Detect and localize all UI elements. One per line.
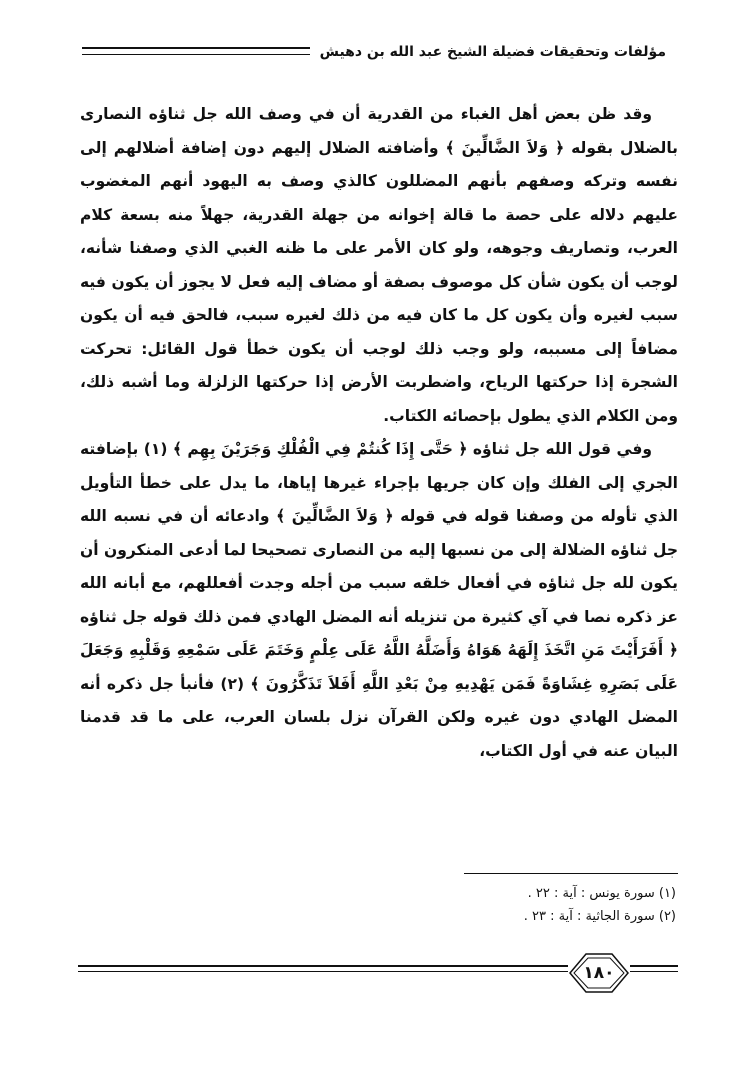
page-number: ١٨٠ [583, 963, 615, 983]
running-header-title: مؤلفات وتحقيقات فضيلة الشيخ عبد الله بن دهيش [310, 38, 672, 66]
paragraph-1: وقد ظن بعض أهل الغباء من القدرية أن في وصف الله جل ثناؤه النصارى بالضلال بقوله ﴿ وَلاَ الضَّالِّينَ ﴾ وأضافته الضلال إليهم دون إضافة أضلالهم إلى نفسه وتركه وصفهم بأنهم المضللون كالذي وصف به اليهود أنهم المغضوب عليهم دلاله على حصة ما قالة إخوانه من جهلة القدرية، جهلاً منه بسعة كلام العرب، وتصاريف وجوهه، ولو كان الأمر على ما ظنه الغبي الذي وصفنا شأنه، لوجب أن يكون شأن كل موصوف بصفة أو مضاف إليه فعل لا يجوز أن يكون فيه سبب لغيره وأن يكون كل ما كان فيه من ذلك لغيره سبب، فالحق فيه أن يكون مضافاً إلى مسببه، ولو وجب ذلك لوجب أن يكون خطأ قول القائل: تحركت الشجرة إذا حركتها الرياح، واضطربت الأرض إذا حركتها الزلزلة وما أشبه ذلك، ومن الكلام الذي يطول بإحصائه الكتاب. [80, 105, 678, 425]
main-text [80, 98, 678, 768]
footnote-2: (٢) سورة الجاثية : آية : ٢٣ . [523, 909, 676, 924]
footnote-separator [464, 873, 678, 874]
page-number-badge [568, 950, 630, 996]
footnotes [80, 882, 678, 928]
paragraph-2: وفي قول الله جل ثناؤه ﴿ حَتَّى إِذَا كُنتُمْ فِي الْفُلْكِ وَجَرَيْنَ بِهِم ﴾ (١) بإضافته الجري إلى الفلك وإن كان جريها بإجراء غيرها إياها، ما يدل على خطأ التأويل الذي تأوله من وصفنا قوله في قوله ﴿ وَلاَ الضَّالِّينَ ﴾ وادعائه أن في نسبه الله جل ثناؤه الضلالة إلى من نسبها إليه من النصارى تصحيحا لما أدعى المنكرون أن يكون لله جل ثناؤه في أفعال خلقه سبب من أجله وجدت أفعللهم، مع أبانه الله عز ذكره نصا في آي كثيرة من تنزيله أنه المضل الهادي فمن ذلك قوله جل ثناؤه ﴿ أَفَرَأَيْتَ مَنِ اتَّخَذَ إِلَهَهُ هَوَاهُ وَأَضَلَّهُ اللَّهُ عَلَى عِلْمٍ وَخَتَمَ عَلَى سَمْعِهِ وَقَلْبِهِ وَجَعَلَ عَلَى بَصَرِهِ غِشَاوَةً فَمَن يَهْدِيهِ مِنْ بَعْدِ اللَّهِ أَفَلاَ تَذَكَّرُونَ ﴾ (٢) فأنبأ جل ذكره أنه المضل الهادي دون غيره ولكن القرآن نزل بلسان العرب، على ما قد قدمنا البيان عنه في أول الكتاب، [80, 440, 679, 760]
running-header [82, 36, 672, 72]
footnote-1: (١) سورة يونس : آية : ٢٢ . [527, 886, 676, 901]
